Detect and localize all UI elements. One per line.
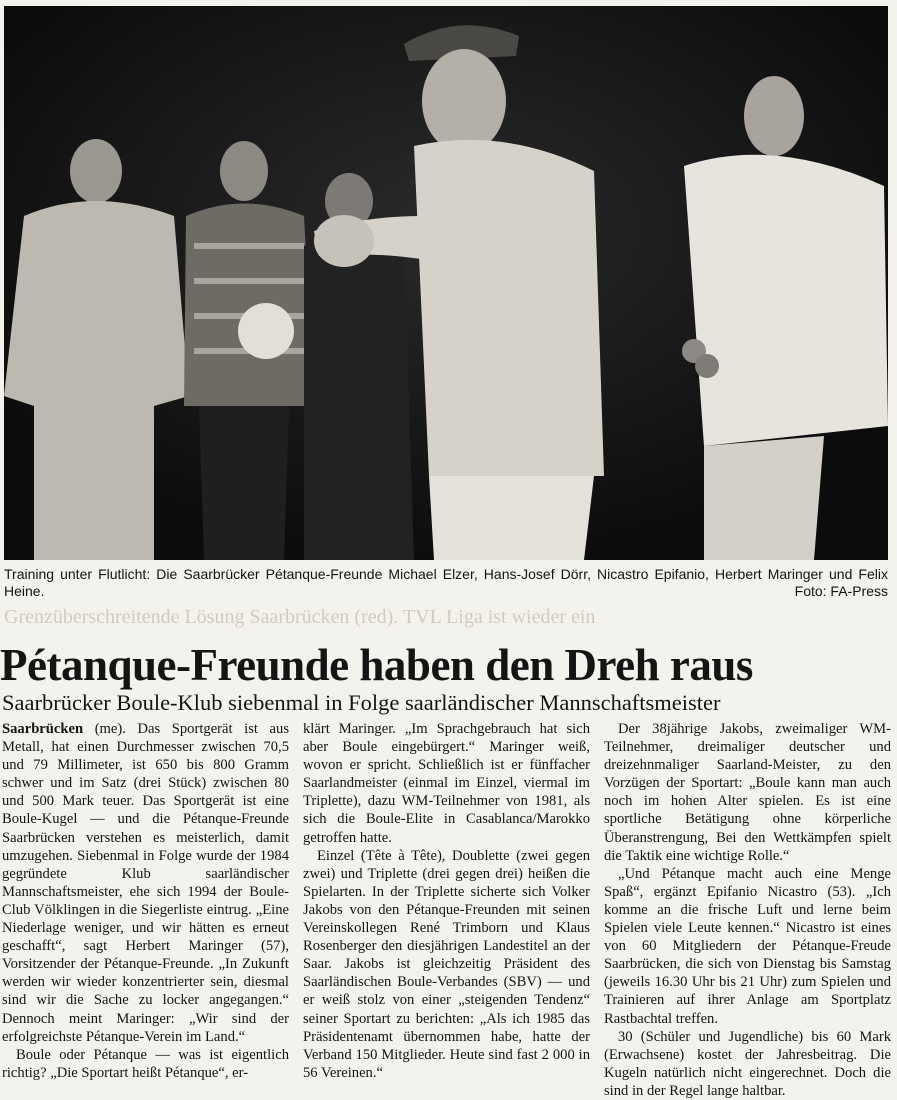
paragraph: Einzel (Tête à Tête), Doublette (zwei gegen zwei) und Triplette (drei gegen drei) heißen die Spielarten. In der Triplette sicherte sich Volker Jakobs von den Pétanque-Freunden mit seinen Vereinskollegen René Trimborn und Klaus Rosenberger den diesjährigen Landestitel an der Saar. Jakobs ist gleichzeitig Präsident des Saarländischen Boule-Verbandes (SBV) — und er weiß stolz von einer „steigenden Tendenz“ seiner Sportart zu berichten: „Als ich 1985 das Präsidentenamt übernommen habe, hatte der Verband 150 Mitglieder. Heute sind fast 2 000 in 56 Vereinen.“: [303, 847, 590, 1081]
paragraph: Saarbrücken (me). Das Sportgerät ist aus Metall, hat einen Durchmesser zwischen 70,5 und 79 Millimeter, ist 650 bis 800 Gramm schwer und im Satz (drei Stück) zwischen 80 und 500 Mark teuer. Das Sportgerät ist eine Boule-Kugel — und die Pétanque-Freunde Saarbrücken verstehen es meisterlich, damit umzugehen. Siebenmal in Folge wurde der 1984 gegründete Klub saarländischer Mannschaftsmeister, ehe sich 1994 der Boule-Club Völklingen in die Siegerliste eintrug. „Eine Niederlage weniger, und wir hätten es erneut geschafft“, sagt Herbert Maringer (57), Vorsitzender der Pétanque-Freunde. „In Zukunft werden wir wieder konzentrierter sein, diesmal sind wir die Sache zu locker angegangen.“ Dennoch meint Maringer: „Wir sind der erfolgreichste Pétanque-Verein im Land.“: [2, 721, 289, 1045]
caption-text: Training unter Flutlicht: Die Saarbrücker Pétanque-Freunde Michael Elzer, Hans-Josef Dörr, Nicastro Epifanio, Herbert Maringer und Felix Heine.: [4, 566, 888, 599]
paragraph: 30 (Schüler und Jugendliche) bis 60 Mark (Erwachsene) kostet der Jahresbeitrag. Die Kugeln natürlich nicht eingerechnet. Doch die sind in der Regel lange haltbar.: [604, 1028, 891, 1099]
photo-illustration: [4, 6, 888, 560]
article-column-2: [303, 720, 590, 1080]
paragraph: „Und Pétanque macht auch eine Menge Spaß“, ergänzt Epifanio Nicastro (53). „Ich komme an die frische Luft und lerne beim Spielen viele Leute kennen.“ Nicastro ist eines von 60 Mitgliedern der Pétanque-Freude Saarbrücken, die sich von Dienstag bis Samstag (jeweils 16.30 Uhr bis 21 Uhr) zum Spielen und Trainieren auf ihrer Anlage am Sportplatz Rastbachtal treffen.: [604, 865, 891, 1027]
photo-credit: Foto: FA-Press: [794, 583, 888, 599]
paragraph: Der 38jährige Jakobs, zweimaliger WM-Teilnehmer, dreimaliger deutscher und dreizehnmaliger Saarland-Meister, zu den Vorzügen der Sportart: „Boule kann man auch noch im hohen Alter spielen. Es ist eine sportliche Betätigung ohne körperliche Überanstrengung, Bei den Wettkämpfen spielt die Taktik eine wichtige Rolle.“: [604, 721, 891, 864]
article-subheadline: Saarbrücker Boule-Klub siebenmal in Folge saarländischer Mannschaftsmeister: [2, 690, 721, 715]
paragraph: Boule oder Pétanque — was ist eigentlich richtig? „Die Sportart heißt Pétanque“, er-: [2, 1046, 289, 1081]
bleed-through-text: Grenzüberschreitende Lösung Saarbrücken (red). TVL Liga ist wieder ein: [4, 606, 596, 628]
article-column-3: [604, 720, 891, 1099]
news-photo: [4, 6, 888, 560]
article-column-1: [2, 720, 289, 1080]
paragraph: klärt Maringer. „Im Sprachgebrauch hat sich aber Boule eingebürgert.“ Maringer weiß, wovon er spricht. Schließlich ist er fünffacher Saarlandmeister (einmal im Einzel, viermal im Triplette), dazu WM-Teilnehmer von 1981, als sich die Boule-Elite in Casablanca/Marokko getroffen hatte.: [303, 721, 590, 846]
boule-ball: [238, 303, 294, 359]
article-body: [2, 720, 892, 1099]
photo-caption: [4, 566, 888, 600]
article-headline: Pétanque-Freunde haben den Dreh raus: [0, 640, 753, 690]
dateline: Saarbrücken: [2, 721, 84, 737]
